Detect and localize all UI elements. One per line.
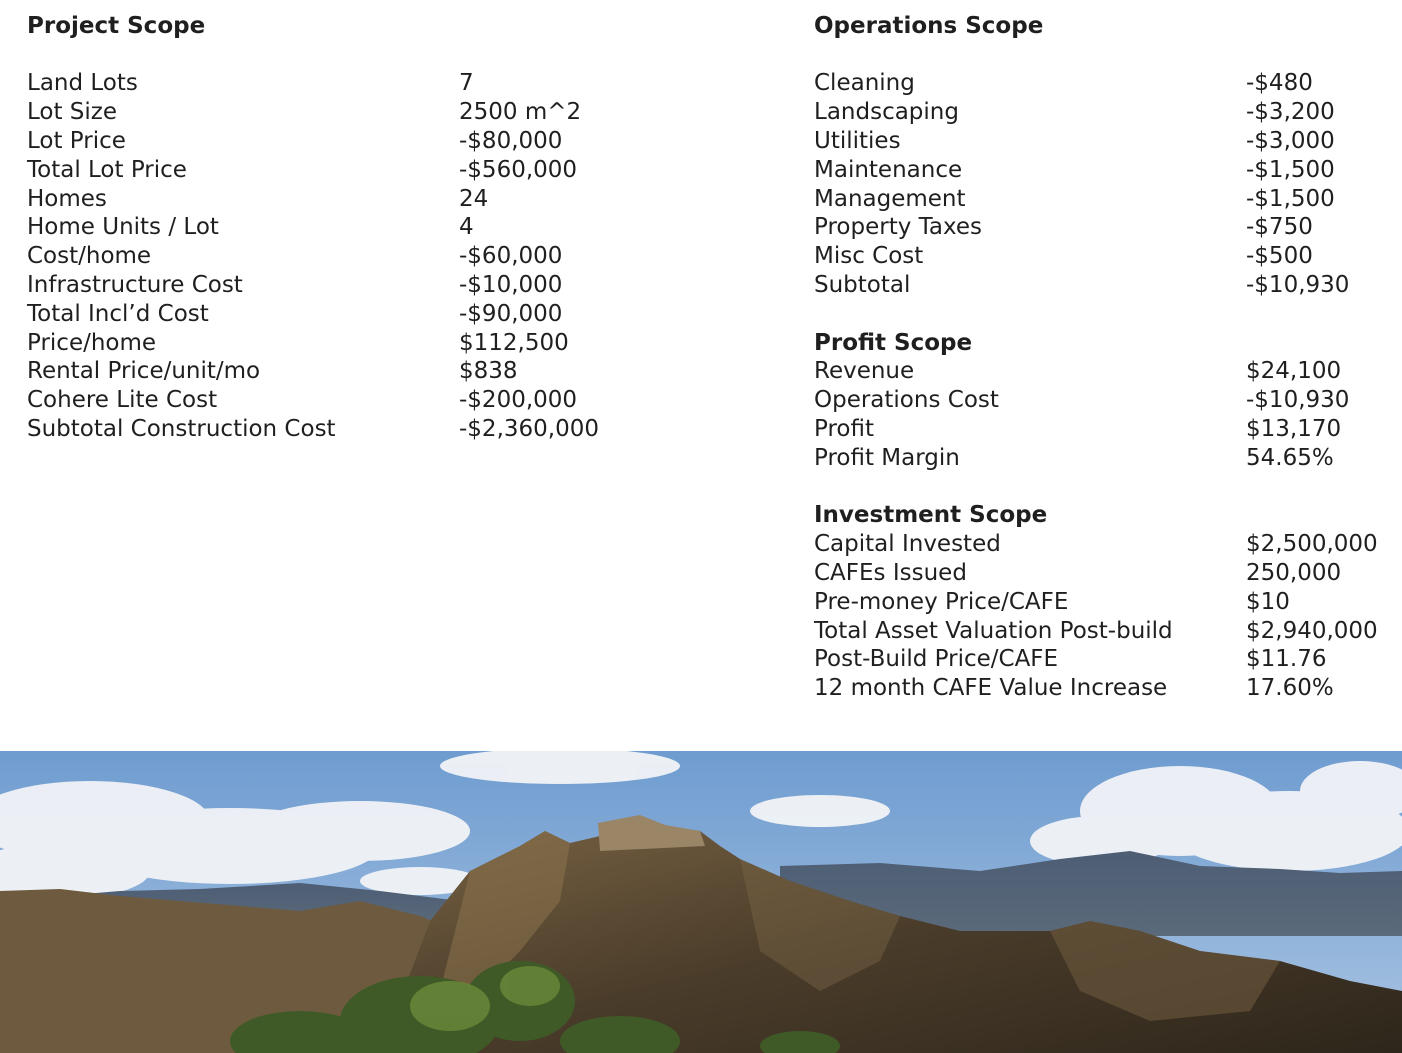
row-value: 24 <box>459 186 489 212</box>
row-label: Cohere Lite Cost <box>27 387 218 413</box>
row-label: Capital Invested <box>814 531 1001 557</box>
row-label: Utilities <box>814 128 901 154</box>
row-value: -$1,500 <box>1246 157 1335 183</box>
table-row <box>814 645 1394 674</box>
row-value: $2,940,000 <box>1246 618 1378 644</box>
row-value: 54.65% <box>1246 445 1334 471</box>
profit-scope-title: Profit Scope <box>814 330 973 356</box>
row-label: Home Units / Lot <box>27 214 219 240</box>
project-scope-title: Project Scope <box>27 13 206 39</box>
row-value: -$3,200 <box>1246 99 1335 125</box>
table-row <box>814 127 1394 156</box>
row-value: -$750 <box>1246 214 1313 240</box>
table-row <box>814 271 1394 300</box>
row-label: Price/home <box>27 330 157 356</box>
table-row <box>814 674 1394 703</box>
row-value: -$500 <box>1246 243 1313 269</box>
row-label: CAFEs Issued <box>814 560 967 586</box>
operations-scope-title: Operations Scope <box>814 13 1044 39</box>
row-label: Management <box>814 186 966 212</box>
row-value: $10 <box>1246 589 1290 615</box>
table-row <box>814 98 1394 127</box>
table-row <box>814 156 1394 185</box>
row-value: -$560,000 <box>459 157 578 183</box>
row-value: -$10,930 <box>1246 387 1350 413</box>
row-value: -$60,000 <box>459 243 563 269</box>
table-row <box>27 386 627 415</box>
table-row <box>27 329 627 358</box>
row-value: $838 <box>459 358 518 384</box>
row-value: -$2,360,000 <box>459 416 599 442</box>
row-label: Misc Cost <box>814 243 924 269</box>
row-label: Post-Build Price/CAFE <box>814 646 1059 672</box>
row-label: Profit Margin <box>814 445 960 471</box>
row-value: $11.76 <box>1246 646 1327 672</box>
row-value: -$1,500 <box>1246 186 1335 212</box>
row-label: Pre-money Price/CAFE <box>814 589 1069 615</box>
row-label: Infrastructure Cost <box>27 272 243 298</box>
table-row <box>814 69 1394 98</box>
row-label: 12 month CAFE Value Increase <box>814 675 1168 701</box>
row-label: Maintenance <box>814 157 963 183</box>
table-row <box>814 530 1394 559</box>
row-value: -$200,000 <box>459 387 578 413</box>
table-row <box>814 386 1394 415</box>
table-row <box>27 69 627 98</box>
row-label: Lot Size <box>27 99 118 125</box>
table-row <box>814 213 1394 242</box>
table-row <box>814 559 1394 588</box>
row-value: 2500 m^2 <box>459 99 582 125</box>
row-value: 250,000 <box>1246 560 1342 586</box>
row-label: Profit <box>814 416 874 442</box>
table-row <box>27 300 627 329</box>
row-label: Cost/home <box>27 243 152 269</box>
row-value: -$3,000 <box>1246 128 1335 154</box>
row-label: Homes <box>27 186 107 212</box>
row-value: $112,500 <box>459 330 569 356</box>
investment-scope-title: Investment Scope <box>814 502 1048 528</box>
mountain-landscape-image <box>0 751 1402 1053</box>
table-row <box>27 415 627 444</box>
table-row <box>27 213 627 242</box>
row-label: Cleaning <box>814 70 915 96</box>
table-row <box>27 185 627 214</box>
table-row <box>27 242 627 271</box>
table-row <box>814 617 1394 646</box>
row-label: Rental Price/unit/mo <box>27 358 261 384</box>
table-row <box>27 127 627 156</box>
row-value: $2,500,000 <box>1246 531 1378 557</box>
table-row <box>814 242 1394 271</box>
row-value: -$80,000 <box>459 128 563 154</box>
row-value: -$10,000 <box>459 272 563 298</box>
table-row <box>814 357 1394 386</box>
row-value: -$90,000 <box>459 301 563 327</box>
row-label: Total Asset Valuation Post-build <box>814 618 1173 644</box>
row-label: Total Incl’d Cost <box>27 301 209 327</box>
row-label: Lot Price <box>27 128 126 154</box>
row-value: $13,170 <box>1246 416 1342 442</box>
row-value: $24,100 <box>1246 358 1342 384</box>
row-label: Operations Cost <box>814 387 999 413</box>
row-label: Revenue <box>814 358 915 384</box>
row-label: Property Taxes <box>814 214 983 240</box>
table-row <box>27 357 627 386</box>
mountain-landscape-photo <box>0 751 1402 1053</box>
row-value: 17.60% <box>1246 675 1334 701</box>
row-value: 4 <box>459 214 474 240</box>
table-row <box>27 156 627 185</box>
table-row <box>27 98 627 127</box>
table-row <box>27 271 627 300</box>
table-row <box>814 444 1394 473</box>
row-label: Landscaping <box>814 99 959 125</box>
table-row <box>814 415 1394 444</box>
row-label: Subtotal <box>814 272 911 298</box>
row-label: Total Lot Price <box>27 157 187 183</box>
row-value: -$480 <box>1246 70 1313 96</box>
row-label: Land Lots <box>27 70 138 96</box>
row-value: 7 <box>459 70 474 96</box>
table-row <box>814 185 1394 214</box>
row-value: -$10,930 <box>1246 272 1350 298</box>
row-label: Subtotal Construction Cost <box>27 416 336 442</box>
table-row <box>814 588 1394 617</box>
